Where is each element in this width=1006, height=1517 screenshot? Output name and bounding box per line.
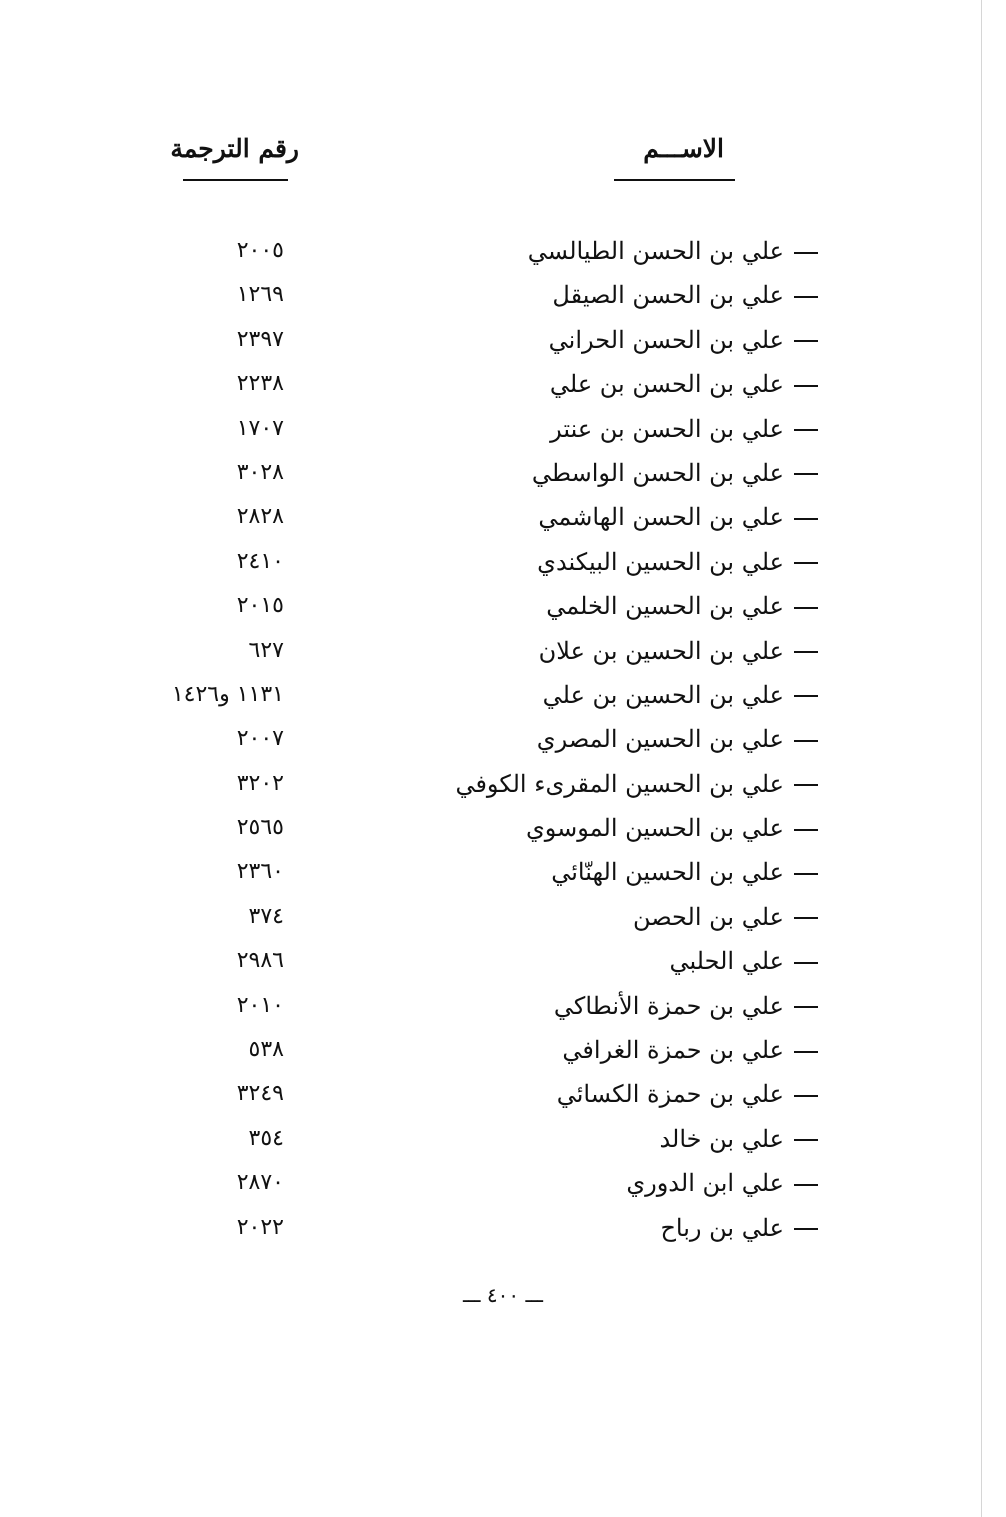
entry-number: ٥٣٨: [248, 1037, 284, 1063]
entry-number: ٣٢٤٩: [236, 1081, 284, 1107]
entry-name: [543, 678, 818, 712]
entry-number: ٢٨٢٨: [236, 504, 284, 530]
list-item: [0, 1029, 1006, 1073]
entry-dash: [794, 296, 818, 298]
entry-dash: [794, 962, 818, 964]
entry-dash: [794, 784, 818, 786]
entry-name: [551, 855, 818, 889]
entry-number: ١١٣١ و١٤٢٦: [171, 681, 284, 707]
list-item: [0, 718, 1006, 762]
list-item: [0, 452, 1006, 496]
entry-dash: [794, 518, 818, 520]
entry-number: ٢٠٠٥: [236, 238, 284, 263]
entry-name-text: علي بن الحسن الهاشمي: [538, 503, 784, 532]
entry-name-text: علي بن الحسين المقرىء الكوفي: [455, 769, 784, 798]
entry-name: [526, 811, 818, 845]
entry-name-text: علي بن الحسين المصري: [536, 725, 784, 754]
entry-dash: [794, 1051, 818, 1053]
entry-dash: [794, 1184, 818, 1186]
entry-dash: [794, 252, 818, 254]
entry-name: [633, 900, 818, 934]
list-item: [0, 1162, 1006, 1206]
list-item: [0, 1073, 1006, 1117]
entry-name: [626, 1166, 818, 1200]
number-header-underline: [183, 179, 288, 181]
entry-list: [0, 230, 1006, 1251]
list-item: [0, 851, 1006, 895]
entry-name-text: علي بن الحسين بن علان: [538, 636, 784, 665]
entry-number: ٢٠١٠: [236, 992, 284, 1018]
entry-name: [537, 545, 818, 579]
entry-name: [528, 234, 818, 268]
entry-dash: [794, 340, 818, 342]
entry-name-text: علي بن حمزة الكسائي: [556, 1080, 784, 1109]
entry-dash: [794, 695, 818, 697]
entry-number: ٣٧٤: [248, 903, 284, 929]
list-item: [0, 630, 1006, 674]
entry-number: ٢٠١٥: [236, 593, 284, 619]
list-item: [0, 408, 1006, 452]
list-item: [0, 896, 1006, 940]
entry-name: [557, 1077, 818, 1111]
entry-name: [549, 323, 818, 357]
entry-number: ٣٢٠٢: [236, 770, 284, 796]
entry-number: ٢٨٧٠: [236, 1170, 284, 1196]
entry-number: ١٢٦٩: [236, 282, 284, 308]
entry-number: ١٧٠٧: [236, 415, 284, 441]
entry-number: ٢٠٠٧: [236, 726, 284, 752]
entry-name-text: علي الحلبي: [669, 947, 784, 976]
entry-name-text: علي بن حمزة الأنطاكي: [553, 991, 784, 1020]
entry-number: ٦٢٧: [248, 637, 284, 663]
list-item: [0, 541, 1006, 585]
entry-number: ٢٣٩٧: [236, 326, 284, 352]
list-item: [0, 363, 1006, 407]
entry-name: [538, 500, 818, 534]
entry-number: ٣٠٢٨: [236, 459, 284, 485]
entry-number: ٢٤١٠: [236, 548, 284, 574]
entry-name: [552, 278, 818, 312]
entry-dash: [794, 429, 818, 431]
entry-name-text: علي بن الحسين الهنّائي: [551, 858, 784, 887]
list-item: [0, 230, 1006, 274]
list-item: [0, 1207, 1006, 1251]
entry-name: [562, 1033, 818, 1067]
entry-dash: [794, 829, 818, 831]
entry-name-text: علي بن خالد: [659, 1124, 784, 1153]
entry-name: [659, 1122, 818, 1156]
list-item: [0, 1118, 1006, 1162]
list-item: [0, 940, 1006, 984]
list-item: [0, 585, 1006, 629]
entry-name-text: علي بن الحصن: [632, 902, 784, 931]
list-item: [0, 985, 1006, 1029]
list-item: [0, 807, 1006, 851]
page-number: ـــ ٤٠٠ ـــ: [462, 1283, 544, 1307]
entry-dash: [794, 1228, 818, 1230]
entry-dash: [794, 1139, 818, 1141]
entry-dash: [794, 651, 818, 653]
entry-dash: [794, 385, 818, 387]
entry-number: ٣٥٤: [248, 1125, 284, 1151]
entry-name: [455, 767, 818, 801]
list-item: [0, 274, 1006, 318]
entry-name: [554, 989, 818, 1023]
entry-name: [546, 589, 818, 623]
entry-dash: [794, 562, 818, 564]
entry-dash: [794, 473, 818, 475]
entry-name-text: علي بن الحسن بن عنتر: [550, 414, 784, 443]
number-column-header: رقم الترجمة: [170, 134, 299, 163]
entry-number: ٢٥٦٥: [236, 815, 284, 841]
entry-dash: [794, 1095, 818, 1097]
list-item: [0, 496, 1006, 540]
entry-name-text: علي ابن الدوري: [626, 1169, 784, 1198]
entry-number: ٢٩٨٦: [236, 948, 284, 974]
entry-name: [669, 944, 818, 978]
entry-dash: [794, 607, 818, 609]
list-item: [0, 674, 1006, 718]
entry-name: [550, 367, 818, 401]
entry-name-text: علي بن حمزة الغرافي: [562, 1036, 784, 1065]
entry-name-text: علي بن الحسن الصيقل: [552, 281, 784, 310]
entry-name: [660, 1211, 818, 1245]
entry-dash: [794, 873, 818, 875]
entry-name-text: علي بن الحسين الخلمي: [546, 592, 784, 621]
entry-name: [539, 634, 818, 668]
entry-name: [537, 722, 818, 756]
entry-name-text: علي بن الحسين الموسوي: [525, 814, 784, 843]
entry-name-text: علي بن رباح: [660, 1213, 784, 1242]
name-column-header: الاســـم: [643, 134, 724, 163]
entry-name-text: علي بن الحسين بن علي: [542, 680, 784, 709]
name-header-underline: [614, 179, 735, 181]
list-item: [0, 319, 1006, 363]
entry-name-text: علي بن الحسن الحراني: [548, 325, 784, 354]
entry-name-text: علي بن الحسن الواسطي: [531, 458, 784, 487]
entry-number: ٢٠٢٢: [236, 1214, 284, 1240]
entry-dash: [794, 1006, 818, 1008]
entry-number: ٢٢٣٨: [236, 371, 284, 397]
entry-name-text: علي بن الحسن بن علي: [549, 370, 784, 399]
entry-name-text: علي بن الحسن الطيالسي: [527, 237, 784, 265]
entry-number: ٢٣٦٠: [236, 859, 284, 885]
entry-dash: [794, 740, 818, 742]
list-item: [0, 763, 1006, 807]
entry-name-text: علي بن الحسين البيكندي: [537, 547, 784, 576]
entry-name: [532, 456, 818, 490]
entry-dash: [794, 917, 818, 919]
entry-name: [550, 412, 818, 446]
